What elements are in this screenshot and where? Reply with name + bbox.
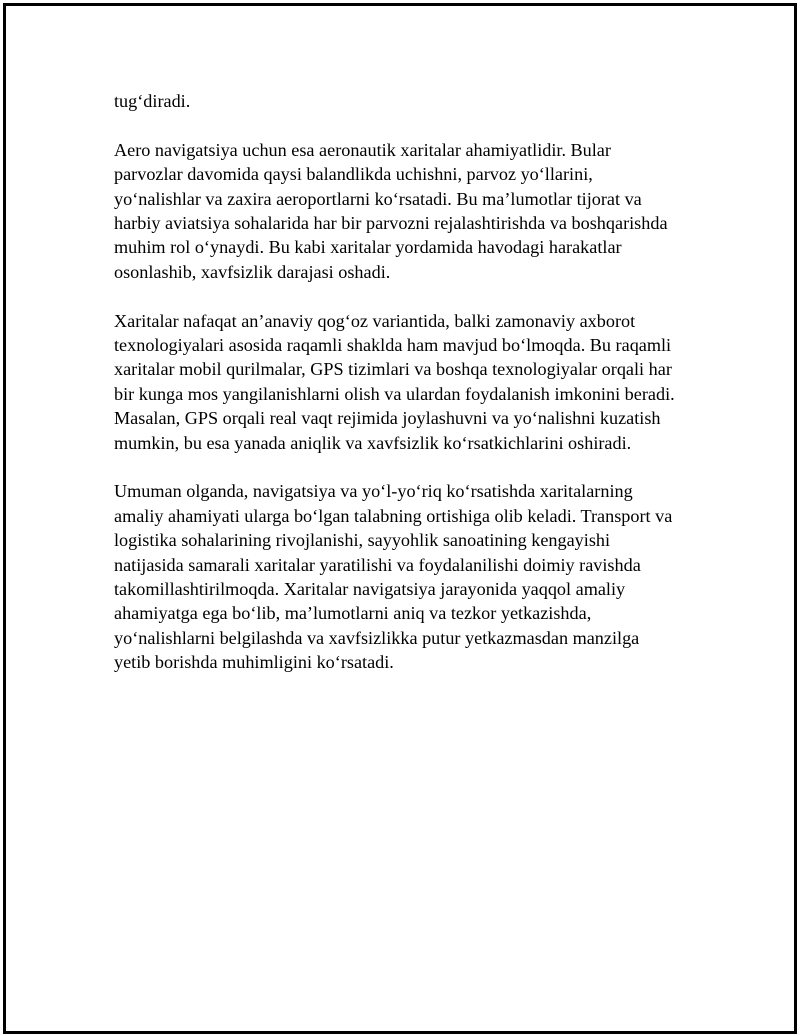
text-line: yo‘nalishlarni belgilashda va xavfsizlikka putur yetkazmasdan manzilga — [114, 627, 640, 648]
text-line: Masalan, GPS orqali real vaqt rejimida joylashuvni va yo‘nalishni kuzatish — [114, 408, 661, 429]
text-line: parvozlar davomida qaysi balandlikda uchishni, parvoz yo‘llarini, — [114, 164, 593, 185]
text-line: yetib borishda muhimligini ko‘rsatadi. — [114, 652, 394, 673]
paragraph-3 — [114, 309, 694, 455]
text-line: tug‘diradi. — [114, 91, 191, 111]
document-body — [114, 89, 694, 699]
text-line: harbiy aviatsiya sohalarida har bir parvozni rejalashtirishda va boshqarishda — [114, 213, 668, 234]
text-line: muhim rol o‘ynaydi. Bu kabi xaritalar yordamida havodagi harakatlar — [114, 237, 622, 258]
text-line: amaliy ahamiyati ularga bo‘lgan talabning ortishiga olib keladi. Transport va — [114, 505, 673, 526]
text-line: Umuman olganda, navigatsiya va yo‘l-yo‘riq ko‘rsatishda xaritalarning — [114, 481, 633, 502]
paragraph-2 — [114, 138, 694, 284]
text-line: xaritalar mobil qurilmalar, GPS tizimlari va boshqa texnologiyalar orqali har — [114, 359, 672, 380]
paragraph-4 — [114, 479, 694, 674]
text-line: mumkin, bu esa yanada aniqlik va xavfsizlik ko‘rsatkichlarini oshiradi. — [114, 432, 632, 453]
text-line: takomillashtirilmoqda. Xaritalar navigatsiya jarayonida yaqqol amaliy — [114, 579, 626, 600]
text-line: texnologiyalari asosida raqamli shaklda ham mavjud bo‘lmoqda. Bu raqamli — [114, 335, 672, 356]
text-line: osonlashib, xavfsizlik darajasi oshadi. — [114, 261, 391, 282]
text-line: bir kunga mos yangilanishlarni olish va ulardan foydalanish imkonini beradi. — [114, 383, 675, 404]
text-line: logistika sohalarining rivojlanishi, sayyohlik sanoatining kengayishi — [114, 530, 611, 551]
text-line: yo‘nalishlar va zaxira aeroportlarni ko‘rsatadi. Bu ma’lumotlar tijorat va — [114, 188, 642, 209]
text-line: ahamiyatga ega bo‘lib, ma’lumotlarni aniq va tezkor yetkazishda, — [114, 603, 592, 624]
text-line: Xaritalar nafaqat an’anaviy qog‘oz variantida, balki zamonaviy axborot — [114, 310, 636, 331]
text-line: Aero navigatsiya uchun esa aeronautik xaritalar ahamiyatlidir. Bular — [114, 139, 611, 160]
paragraph-1 — [114, 89, 694, 113]
text-line: natijasida samarali xaritalar yaratilishi va foydalanilishi doimiy ravishda — [114, 554, 641, 575]
